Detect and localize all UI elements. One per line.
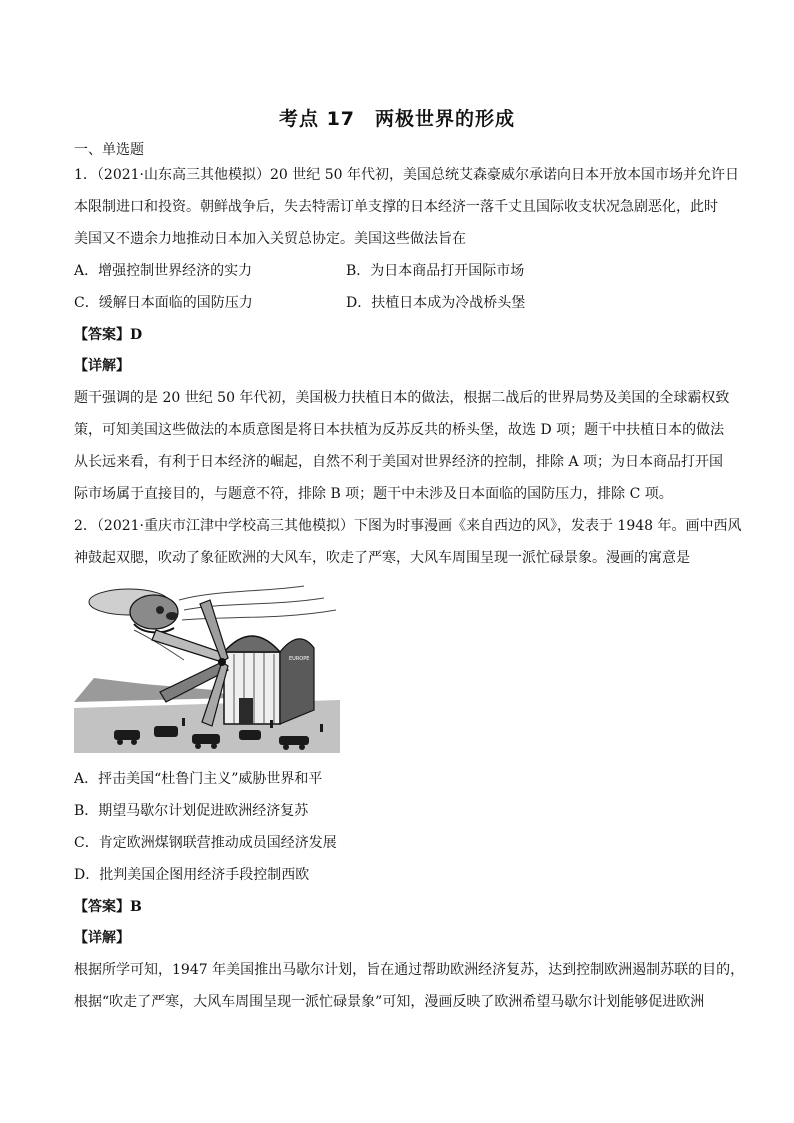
q2-detail-line-1: 根据所学可知，1947 年美国推出马歇尔计划，旨在通过帮助欧洲经济复苏，达到控制欧洲遏制苏联的目的， bbox=[74, 962, 745, 978]
section-heading: 一、单选题 bbox=[74, 142, 144, 158]
q2-option-a: A．抨击美国“杜鲁门主义”威胁世界和平 bbox=[74, 771, 323, 787]
q1-answer: 【答案】D bbox=[74, 327, 143, 343]
q2-answer: 【答案】B bbox=[74, 899, 142, 915]
q1-stem-line-1: 1．（2021·山东高三其他模拟）20 世纪 50 年代初，美国总统艾森豪威尔承诺向日本开放本国市场并允许日 bbox=[74, 167, 739, 183]
q2-detail-label: 【详解】 bbox=[74, 930, 130, 946]
q1-detail-line-4: 际市场属于直接目的，与题意不符，排除 B 项；题干中未涉及日本面临的国防压力，排除 C 项。 bbox=[74, 486, 673, 502]
q1-detail-label: 【详解】 bbox=[74, 358, 130, 374]
page-title: 考点 17 两极世界的形成 bbox=[278, 108, 516, 130]
q1-detail-line-2: 策，可知美国这些做法的本质意图是将日本扶植为反苏反共的桥头堡，故选 D 项；题干中扶植日本的做法 bbox=[74, 422, 725, 438]
q2-option-d: D．批判美国企图用经济手段控制西欧 bbox=[74, 867, 310, 883]
q2-option-b: B．期望马歇尔计划促进欧洲经济复苏 bbox=[74, 803, 309, 819]
q1-option-d: D．扶植日本成为冷战桥头堡 bbox=[346, 295, 526, 311]
q2-option-c: C．肯定欧洲煤钢联营推动成员国经济发展 bbox=[74, 835, 337, 851]
windmill-label: EUROPE bbox=[289, 656, 310, 662]
q1-detail-line-1: 题干强调的是 20 世纪 50 年代初，美国极力扶植日本的做法，根据二战后的世界局势及美国的全球霸权致 bbox=[74, 390, 730, 406]
q2-detail-line-2: 根据“吹走了严寒，大风车周围呈现一派忙碌景象”可知，漫画反映了欧洲希望马歇尔计划能够促进欧洲 bbox=[74, 994, 705, 1010]
q1-option-c: C．缓解日本面临的国防压力 bbox=[74, 295, 253, 311]
q1-stem-line-3: 美国又不遗余力地推动日本加入关贸总协定。美国这些做法旨在 bbox=[74, 231, 466, 247]
q1-detail-line-3: 从长远来看，有利于日本经济的崛起，自然不利于美国对世界经济的控制，排除 A 项；为日本商品打开国 bbox=[74, 454, 724, 470]
q1-option-b: B．为日本商品打开国际市场 bbox=[346, 263, 525, 279]
q2-stem-line-2: 神鼓起双腮，吹动了象征欧洲的大风车，吹走了严寒，大风车周围呈现一派忙碌景象。漫画的寓意是 bbox=[74, 550, 690, 566]
q2-stem-line-1: 2．（2021·重庆市江津中学校高三其他模拟）下图为时事漫画《来自西边的风》，发表于 1948 年。画中西风 bbox=[74, 518, 742, 534]
q1-stem-line-2: 本限制进口和投资。朝鲜战争后，失去特需订单支撑的日本经济一落千丈且国际收支状况急剧恶化，此时 bbox=[74, 199, 718, 215]
windmill-building bbox=[224, 636, 314, 724]
q1-option-a: A．增强控制世界经济的实力 bbox=[74, 263, 253, 279]
windmill-cartoon-image bbox=[74, 580, 340, 753]
